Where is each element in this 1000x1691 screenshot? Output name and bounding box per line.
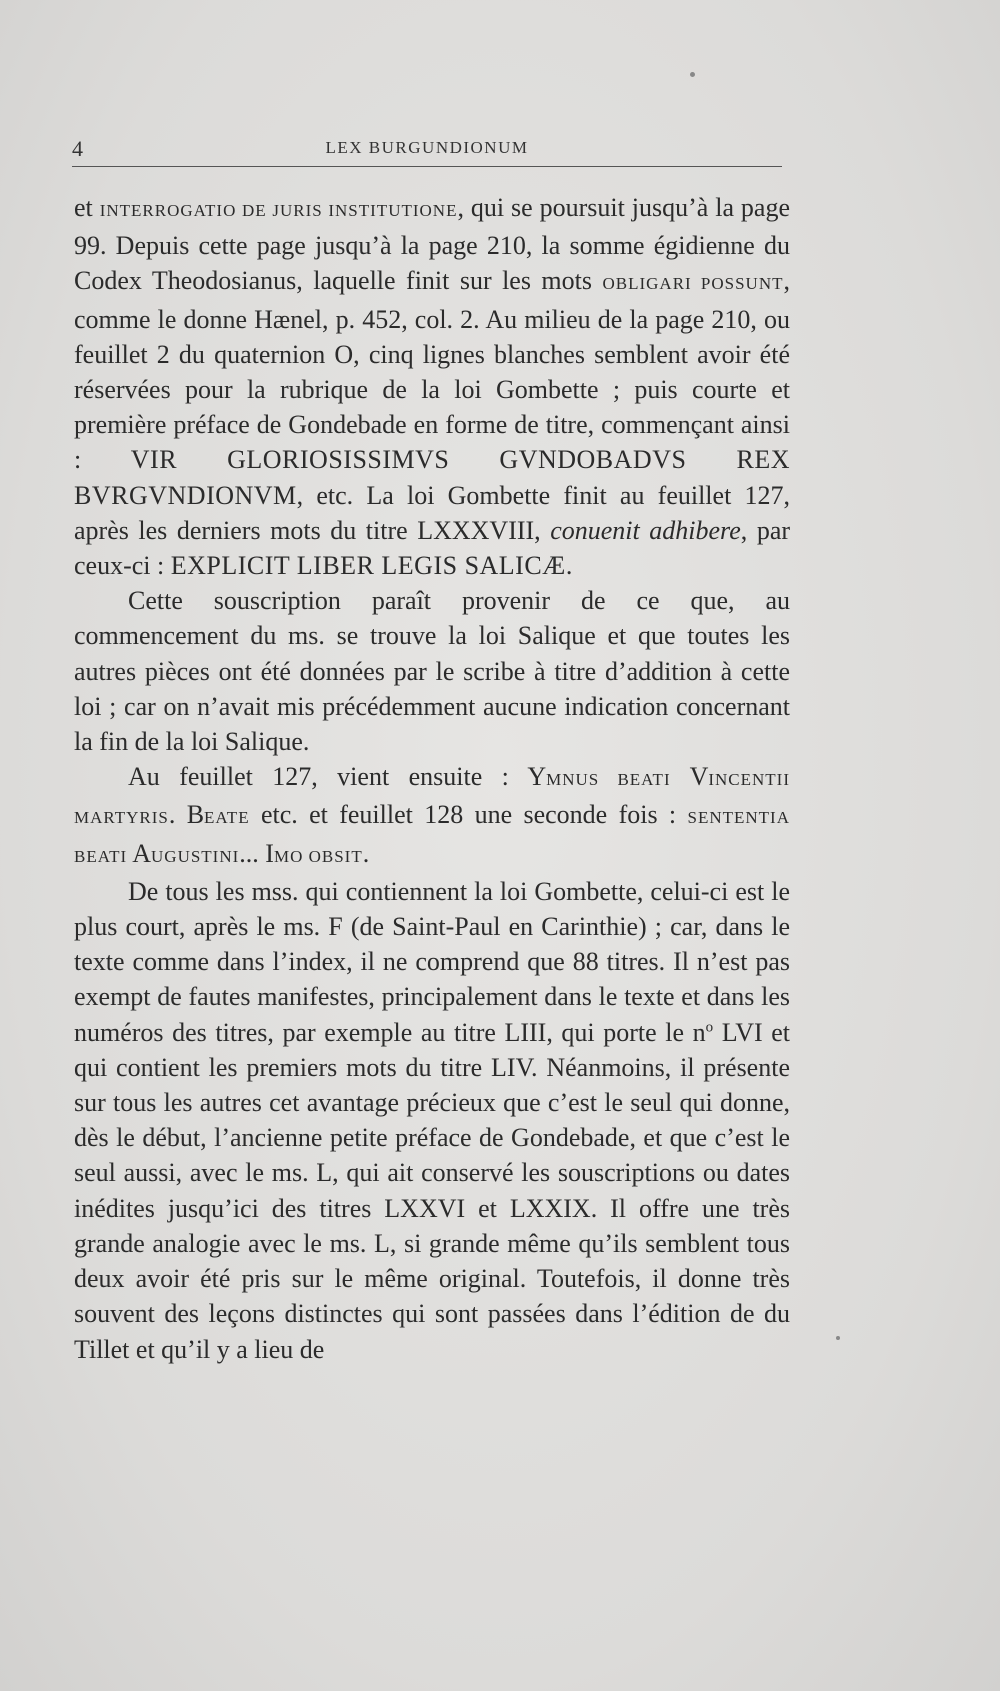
text-run: De tous les mss. qui contiennent la loi Gombette, celui-ci est le plus court, après le ms. F (de Saint-Paul en Carinthie) ; car, dans le texte comme dans l’index, il ne comprend que 88 titres. Il n’est pas exempt de fautes manifestes, principalement dans le texte et dans les numéros des titres, par exemple au titre LIII, qui porte le n [74, 876, 790, 1047]
text-run: etc. et feuillet 128 une seconde fois : [249, 800, 688, 830]
header-rule [72, 166, 782, 167]
text-run: V [670, 762, 709, 792]
body-text [74, 190, 790, 1367]
text-run: MO OBSIT [273, 846, 363, 866]
text-run: UGUSTINI [151, 846, 240, 866]
text-run: EXPLICIT LIBER LEGIS SALICÆ [170, 551, 566, 581]
paragraph-3 [74, 759, 790, 874]
page-header [72, 136, 782, 166]
text-run: . [565, 551, 573, 581]
text-run: conuenit adhibere [550, 515, 741, 545]
text-run: EATE [204, 808, 250, 828]
text-run: LVI et qui contient les premiers mots du titre LIV. Néanmoins, il présente sur tous les autres cet avantage précieux que c’est le seul qui donne, dès le début, l’ancienne petite préface de Gondebade, et que c’est le seul aussi, avec le ms. L, qui ait conservé les souscriptions ou dates inédites jusqu’ici des titres LXXVI et LXXIX. Il offre une très grande analogie avec le ms. L, si grande même qu’ils semblent tous deux avoir été pris sur le même original. Toutefois, il donne très souvent des leçons distinctes qui sont passées dans l’édition de du Tillet et qu’il y a lieu de [74, 1017, 790, 1364]
paragraph-1 [74, 190, 790, 583]
text-run: . [362, 838, 370, 868]
text-run: VIR GLORIOSISSIMVS GVNDOBADVS REX BVRGVNDIONVM [74, 445, 790, 510]
text-run: , par ceux-ci : [74, 515, 791, 581]
text-run: INTERROGATIO DE JURIS INSTITUTIONE [99, 201, 458, 220]
page-number: 4 [72, 136, 83, 161]
text-run: A [127, 838, 152, 868]
text-run: , comme le donne Hænel, p. 452, col. 2. Au milieu de la page 210, ou feuillet 2 du quaternion O, cinq lignes blanches semblent avoir été réservées pour la rubrique de la loi Gombette ; puis courte et première préface de Gondebade en forme de titre, commençant ainsi : [74, 266, 790, 475]
text-run: ... I [239, 838, 274, 868]
speck [836, 1336, 840, 1340]
text-run: INCENTII MARTYRIS [74, 770, 790, 828]
text-run: et [74, 193, 100, 222]
text-run: , etc. La loi Gombette finit au feuillet 127, après les derniers mots du titre LXXXVIII, [74, 480, 790, 545]
text-run: SENTENTIA BEATI [74, 808, 790, 866]
paragraph-4 [74, 874, 790, 1367]
text-run: MNUS BEATI [546, 770, 671, 790]
speck [690, 72, 695, 77]
text-run: Au feuillet 127, vient ensuite : Y [128, 762, 547, 792]
paragraph-2 [74, 583, 790, 759]
text-run: o [705, 1019, 714, 1036]
text-run: . B [168, 800, 205, 830]
text-run: Cette souscription paraît provenir de ce que, au commencement du ms. se trouve la loi Salique et que toutes les autres pièces ont été données par le scribe à titre d’addition à cette loi ; car on n’avait mis précédemment aucune indication concernant la fin de la loi Salique. [74, 586, 790, 757]
text-run: OBLIGARI POSSUNT [602, 274, 784, 294]
running-title: LEX BURGUNDIONUM [325, 138, 529, 157]
text-run: , qui se poursuit jusqu’à la page 99. Depuis cette page jusqu’à la page 210, la somme égidienne du Codex Theodosianus, laquelle finit sur les mots [74, 193, 790, 296]
